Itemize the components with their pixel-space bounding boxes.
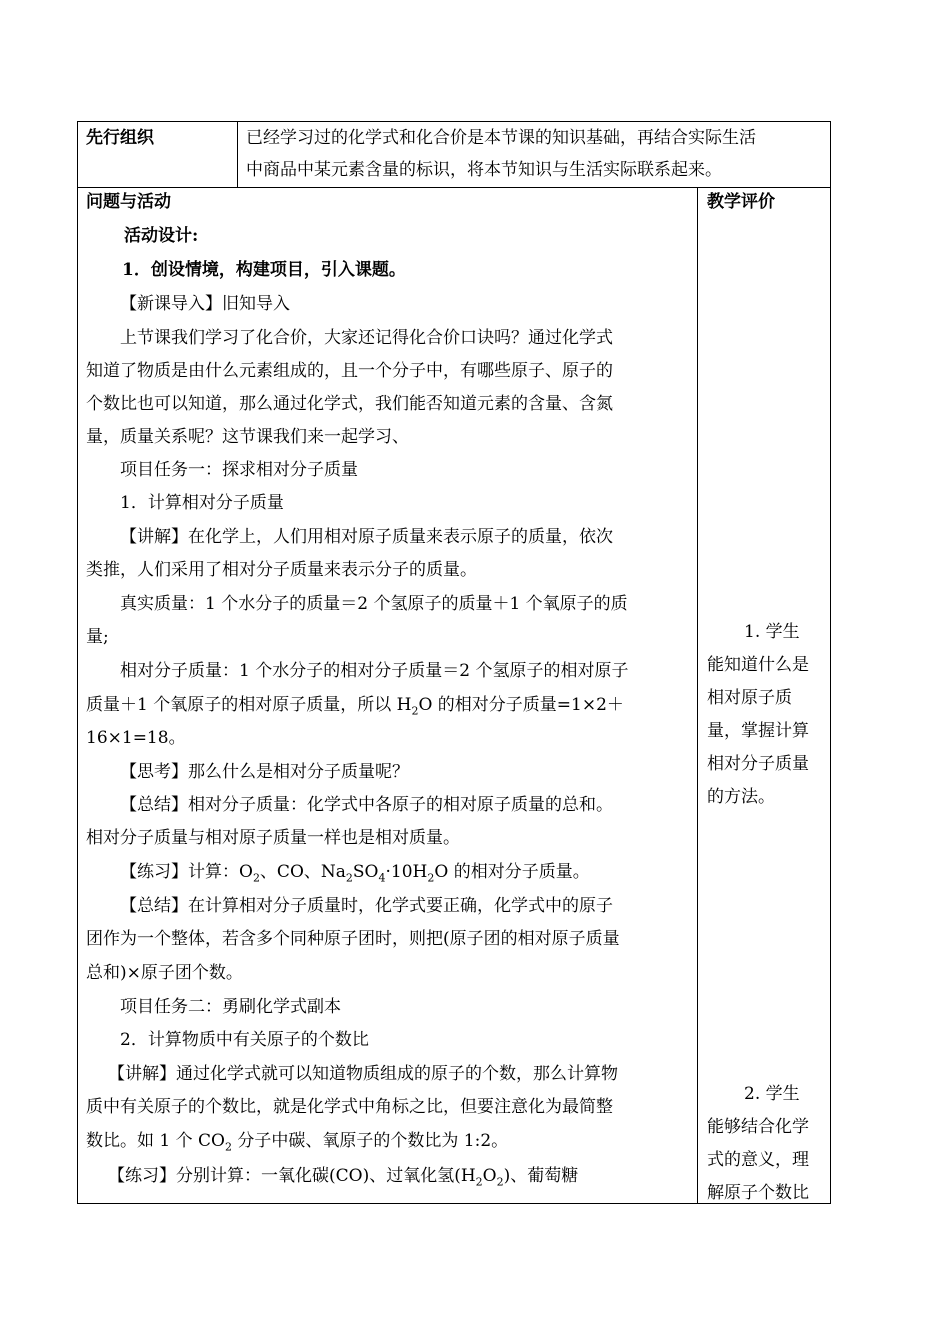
think-line: 【思考】那么什么是相对分子质量呢？ bbox=[120, 762, 409, 782]
advance-organizer-table bbox=[77, 121, 831, 188]
summary1-line: 相对分子质量与相对原子质量一样也是相对质量。 bbox=[86, 828, 460, 848]
text-run: SO bbox=[352, 862, 379, 882]
text-run: )、葡萄糖 bbox=[503, 1166, 579, 1186]
relative-mass-line: 相对分子质量：1 个水分子的相对分子质量＝2 个氢原子的相对原子 bbox=[120, 661, 629, 681]
explain2-line: 【讲解】通过化学式就可以知道物质组成的原子的个数，那么计算物 bbox=[108, 1064, 618, 1084]
summary1-line: 【总结】相对分子质量：化学式中各原子的相对原子质量的总和。 bbox=[120, 795, 613, 815]
explain1-line: 【讲解】在化学上，人们用相对原子质量来表示原子的质量，依次 bbox=[120, 527, 613, 547]
explain1-line: 类推，人们采用了相对分子质量来表示分子的质量。 bbox=[86, 560, 477, 580]
evaluation2-line: 解原子个数比 bbox=[707, 1183, 809, 1203]
practice2-line bbox=[108, 1166, 579, 1189]
evaluation2-line: 2. 学生 bbox=[744, 1084, 800, 1104]
evaluation2-line: 式的意义，理 bbox=[707, 1150, 809, 1170]
lesson-main-table bbox=[77, 187, 831, 1204]
text-run: O bbox=[482, 1166, 497, 1186]
text-run: 分子中碳、氧原子的个数比为 1:2。 bbox=[231, 1131, 509, 1151]
task1-title: 项目任务一：探求相对分子质量 bbox=[120, 460, 358, 480]
activities-header: 问题与活动 bbox=[86, 192, 171, 212]
evaluation1-line: 相对分子质量 bbox=[707, 754, 809, 774]
subscript: 2 bbox=[224, 1140, 232, 1154]
task2-title: 项目任务二：勇刷化学式副本 bbox=[120, 997, 341, 1017]
subscript: 2 bbox=[345, 871, 353, 885]
evaluation1-line: 能知道什么是 bbox=[707, 655, 809, 675]
advance-organizer-text-line: 中商品中某元素含量的标识，将本节知识与生活实际联系起来。 bbox=[246, 160, 722, 180]
advance-organizer-text-line: 已经学习过的化学式和化合价是本节课的知识基础，再结合实际生活 bbox=[246, 128, 756, 148]
explain2-line bbox=[86, 1131, 509, 1154]
advance-organizer-label-cell bbox=[78, 122, 238, 187]
real-mass-line: 真实质量：1 个水分子的质量＝2 个氢原子的质量＋1 个氧原子的质 bbox=[120, 594, 628, 614]
real-mass-line: 量; bbox=[86, 627, 109, 647]
section1-title: 1．创设情境，构建项目，引入课题。 bbox=[122, 260, 406, 280]
activities-cell bbox=[78, 187, 698, 1203]
paragraph-line: 量，质量关系呢？这节课我们来一起学习、 bbox=[86, 427, 409, 447]
text-run: 质量＋1 个氧原子的相对原子质量，所以 H bbox=[86, 695, 412, 715]
paragraph-line: 个数比也可以知道，那么通过化学式，我们能否知道元素的含量、含氮 bbox=[86, 394, 613, 414]
subscript: 2 bbox=[427, 871, 435, 885]
practice1-line bbox=[120, 862, 590, 885]
advance-organizer-label: 先行组织 bbox=[86, 128, 154, 148]
subscript: 4 bbox=[378, 871, 386, 885]
intro-heading: 【新课导入】旧知导入 bbox=[120, 294, 290, 314]
evaluation2-line: 能够结合化学 bbox=[707, 1117, 809, 1137]
evaluation1-line: 1. 学生 bbox=[744, 622, 800, 642]
evaluation1-line: 量，掌握计算 bbox=[707, 721, 809, 741]
sub2-title: 2．计算物质中有关原子的个数比 bbox=[120, 1030, 369, 1050]
sub1-title: 1．计算相对分子质量 bbox=[120, 493, 284, 513]
subscript: 2 bbox=[496, 1175, 504, 1189]
summary2-line: 总和)×原子团个数。 bbox=[86, 963, 243, 983]
subscript: 2 bbox=[411, 704, 419, 718]
relative-mass-line bbox=[86, 695, 624, 718]
paragraph-line: 知道了物质是由什么元素组成的，且一个分子中，有哪些原子、原子的 bbox=[86, 361, 613, 381]
text-run: O 的相对分子质量=1×2＋ bbox=[418, 695, 624, 715]
relative-mass-line: 16×1=18。 bbox=[86, 728, 186, 748]
evaluation1-line: 相对原子质 bbox=[707, 688, 792, 708]
summary2-line: 【总结】在计算相对分子质量时，化学式要正确，化学式中的原子 bbox=[120, 896, 613, 916]
text-run: 、CO、Na bbox=[259, 862, 346, 882]
paragraph-line: 上节课我们学习了化合价，大家还记得化合价口诀吗？通过化学式 bbox=[120, 328, 613, 348]
advance-organizer-text-cell bbox=[238, 122, 830, 187]
text-run: ·10H bbox=[385, 862, 428, 882]
text-run: 【练习】计算：O bbox=[120, 862, 253, 882]
summary2-line: 团作为一个整体，若含多个同种原子团时，则把(原子团的相对原子质量 bbox=[86, 929, 620, 949]
subscript: 2 bbox=[252, 871, 260, 885]
activity-design-label: 活动设计: bbox=[124, 226, 199, 246]
text-run: 数比。如 1 个 CO bbox=[86, 1131, 225, 1151]
subscript: 2 bbox=[475, 1175, 483, 1189]
text-run: 【练习】分别计算：一氧化碳(CO)、过氧化氢(H bbox=[108, 1166, 476, 1186]
evaluation-header: 教学评价 bbox=[707, 192, 775, 212]
evaluation-cell bbox=[698, 187, 830, 1203]
explain2-line: 质中有关原子的个数比，就是化学式中角标之比，但要注意化为最简整 bbox=[86, 1097, 613, 1117]
text-run: O 的相对分子质量。 bbox=[434, 862, 590, 882]
evaluation1-line: 的方法。 bbox=[707, 787, 775, 807]
